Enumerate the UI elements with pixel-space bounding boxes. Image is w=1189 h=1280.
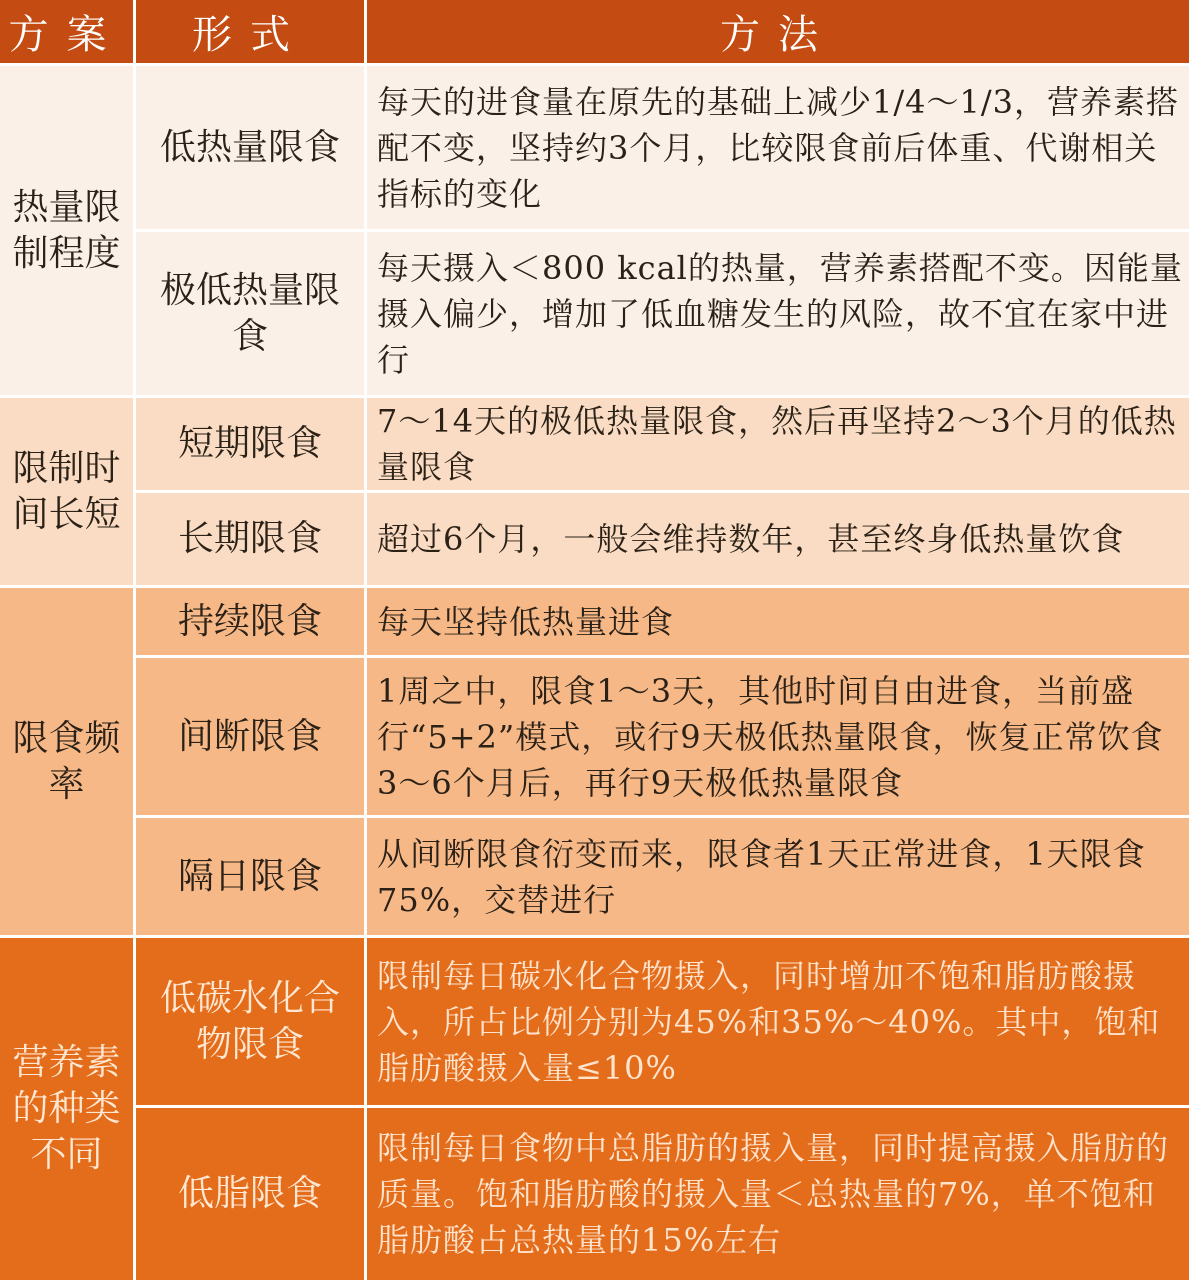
form-continuous: 持续限食: [136, 588, 367, 658]
method-continuous: 每天坚持低热量进食: [367, 588, 1189, 658]
form-intermittent: 间断限食: [136, 658, 367, 818]
group-frequency: 限食频 率: [0, 588, 136, 938]
header-method: [367, 0, 1189, 66]
header-form-label: 形式: [192, 12, 308, 58]
header-method-label: 方法: [720, 12, 836, 58]
method-intermittent: 1周之中，限食1～3天，其他时间自由进食，当前盛行“5+2”模式，或行9天极低热量限食，恢复正常饮食3～6个月后，再行9天极低热量限食: [367, 658, 1189, 818]
form-low-calorie: 低热量限食: [136, 66, 367, 232]
form-very-low-calorie: 极低热量限 食: [136, 232, 367, 398]
method-very-low-calorie: 每天摄入＜800 kcal的热量，营养素搭配不变。因能量摄入偏少，增加了低血糖发生的风险，故不宜在家中进行: [367, 232, 1189, 398]
form-short-term: 短期限食: [136, 398, 367, 493]
method-low-calorie: 每天的进食量在原先的基础上减少1/4～1/3，营养素搭配不变，坚持约3个月，比较限食前后体重、代谢相关指标的变化: [367, 66, 1189, 232]
form-low-carb: 低碳水化合 物限食: [136, 938, 367, 1108]
method-alternate-day: 从间断限食衍变而来，限食者1天正常进食，1天限食75%，交替进行: [367, 818, 1189, 938]
header-scheme-label: 方案: [8, 12, 125, 58]
form-alternate-day: 隔日限食: [136, 818, 367, 938]
form-low-fat: 低脂限食: [136, 1108, 367, 1280]
method-long-term: 超过6个月，一般会维持数年，甚至终身低热量饮食: [367, 493, 1189, 588]
method-short-term: 7～14天的极低热量限食，然后再坚持2～3个月的低热量限食: [367, 398, 1189, 493]
method-low-fat: 限制每日食物中总脂肪的摄入量，同时提高摄入脂肪的质量。饱和脂肪酸的摄入量＜总热量的7%，单不饱和脂肪酸占总热量的15%左右: [367, 1108, 1189, 1280]
header-scheme: [0, 0, 136, 66]
method-low-carb: 限制每日碳水化合物摄入，同时增加不饱和脂肪酸摄入，所占比例分别为45%和35%～40%。其中，饱和脂肪酸摄入量≤10%: [367, 938, 1189, 1108]
group-duration: 限制时 间长短: [0, 398, 136, 588]
group-calorie-degree: 热量限 制程度: [0, 66, 136, 398]
group-nutrient-type: 营养素 的种类 不同: [0, 938, 136, 1280]
header-form: [136, 0, 367, 66]
form-long-term: 长期限食: [136, 493, 367, 588]
